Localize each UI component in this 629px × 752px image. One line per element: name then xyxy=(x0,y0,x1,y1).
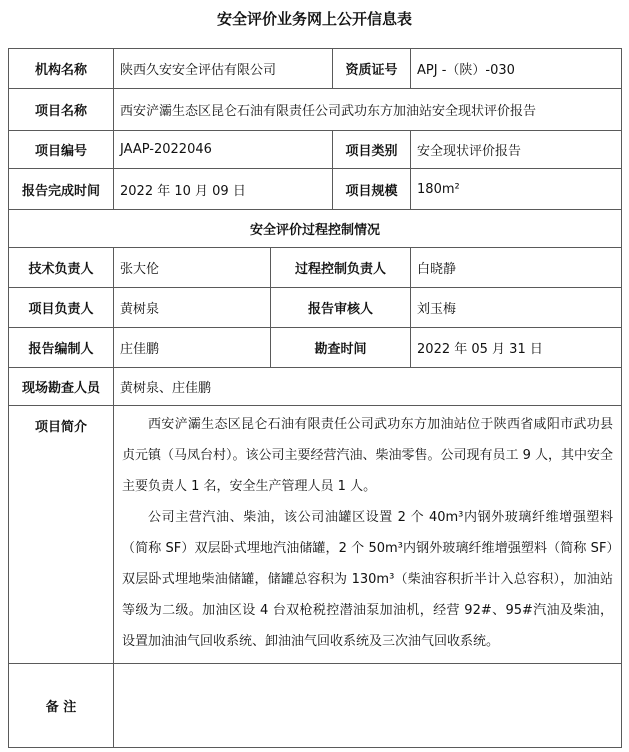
remarks-label: 备 注 xyxy=(9,664,114,748)
row-project-lead xyxy=(9,288,622,328)
row-project-name xyxy=(9,89,622,131)
intro-paragraph-1: 西安浐灞生态区昆仑石油有限责任公司武功东方加油站位于陕西省咸阳市武功县贞元镇（马凤台村）。该公司主要经营汽油、柴油零售。公司现有员工 9 人，其中安全主要负责人 1 名，安全生产管理人员 1 人。 xyxy=(122,417,614,494)
cert-value: APJ -（陕）-030 xyxy=(411,49,622,89)
row-surveyors xyxy=(9,368,622,406)
survey-time-label: 勘查时间 xyxy=(271,328,411,368)
scale-label: 项目规模 xyxy=(333,169,411,210)
survey-time-value: 2022 年 05 月 31 日 xyxy=(411,328,622,368)
row-remarks xyxy=(9,664,622,748)
surveyors-value: 黄树泉、庄佳鹏 xyxy=(114,368,622,406)
row-project-no xyxy=(9,131,622,169)
row-compiler xyxy=(9,328,622,368)
reviewer-label: 报告审核人 xyxy=(271,288,411,328)
tech-lead-label: 技术负责人 xyxy=(9,248,114,288)
row-intro xyxy=(9,406,622,664)
project-lead-label: 项目负责人 xyxy=(9,288,114,328)
completion-value: 2022 年 10 月 09 日 xyxy=(114,169,333,210)
compiler-label: 报告编制人 xyxy=(9,328,114,368)
project-type-value: 安全现状评价报告 xyxy=(411,131,622,169)
completion-label: 报告完成时间 xyxy=(9,169,114,210)
project-no-label: 项目编号 xyxy=(9,131,114,169)
row-tech-lead xyxy=(9,248,622,288)
intro-label: 项目简介 xyxy=(9,406,114,664)
page-title: 安全评价业务网上公开信息表 xyxy=(216,10,412,28)
project-type-label: 项目类别 xyxy=(333,131,411,169)
project-name-value: 西安浐灞生态区昆仑石油有限责任公司武功东方加油站安全现状评价报告 xyxy=(114,89,622,131)
project-name-label: 项目名称 xyxy=(9,89,114,131)
reviewer-value: 刘玉梅 xyxy=(411,288,622,328)
remarks-value xyxy=(114,664,622,748)
process-lead-label: 过程控制负责人 xyxy=(271,248,411,288)
cert-label: 资质证号 xyxy=(333,49,411,89)
intro-paragraph-2: 公司主营汽油、柴油，该公司油罐区设置 2 个 40m³内钢外玻璃纤维增强塑料（简称 SF）双层卧式埋地汽油储罐，2 个 50m³内钢外玻璃纤维增强塑料（简称 SF）双层卧式埋地柴油储罐，储罐总容积为 130m³（柴油容积折半计入总容积），加油站等级为二级。加油区设 4 台双枪税控潜油泵加油机，经营 92#、95#汽油及柴油，设置加油油气回收系统、卸油油气回收系统及三次油气回收系统。 xyxy=(122,510,614,649)
project-no-value: JAAP-2022046 xyxy=(114,131,333,169)
compiler-value: 庄佳鹏 xyxy=(114,328,271,368)
row-section-title xyxy=(9,210,622,248)
scale-value: 180m² xyxy=(411,169,622,210)
row-org xyxy=(9,49,622,89)
row-completion xyxy=(9,169,622,210)
intro-text xyxy=(114,406,622,664)
info-table xyxy=(8,48,622,748)
section-title: 安全评价过程控制情况 xyxy=(9,210,622,248)
org-value: 陕西久安安全评估有限公司 xyxy=(114,49,333,89)
project-lead-value: 黄树泉 xyxy=(114,288,271,328)
tech-lead-value: 张大伦 xyxy=(114,248,271,288)
org-label: 机构名称 xyxy=(9,49,114,89)
process-lead-value: 白晓静 xyxy=(411,248,622,288)
surveyors-label: 现场勘查人员 xyxy=(9,368,114,406)
